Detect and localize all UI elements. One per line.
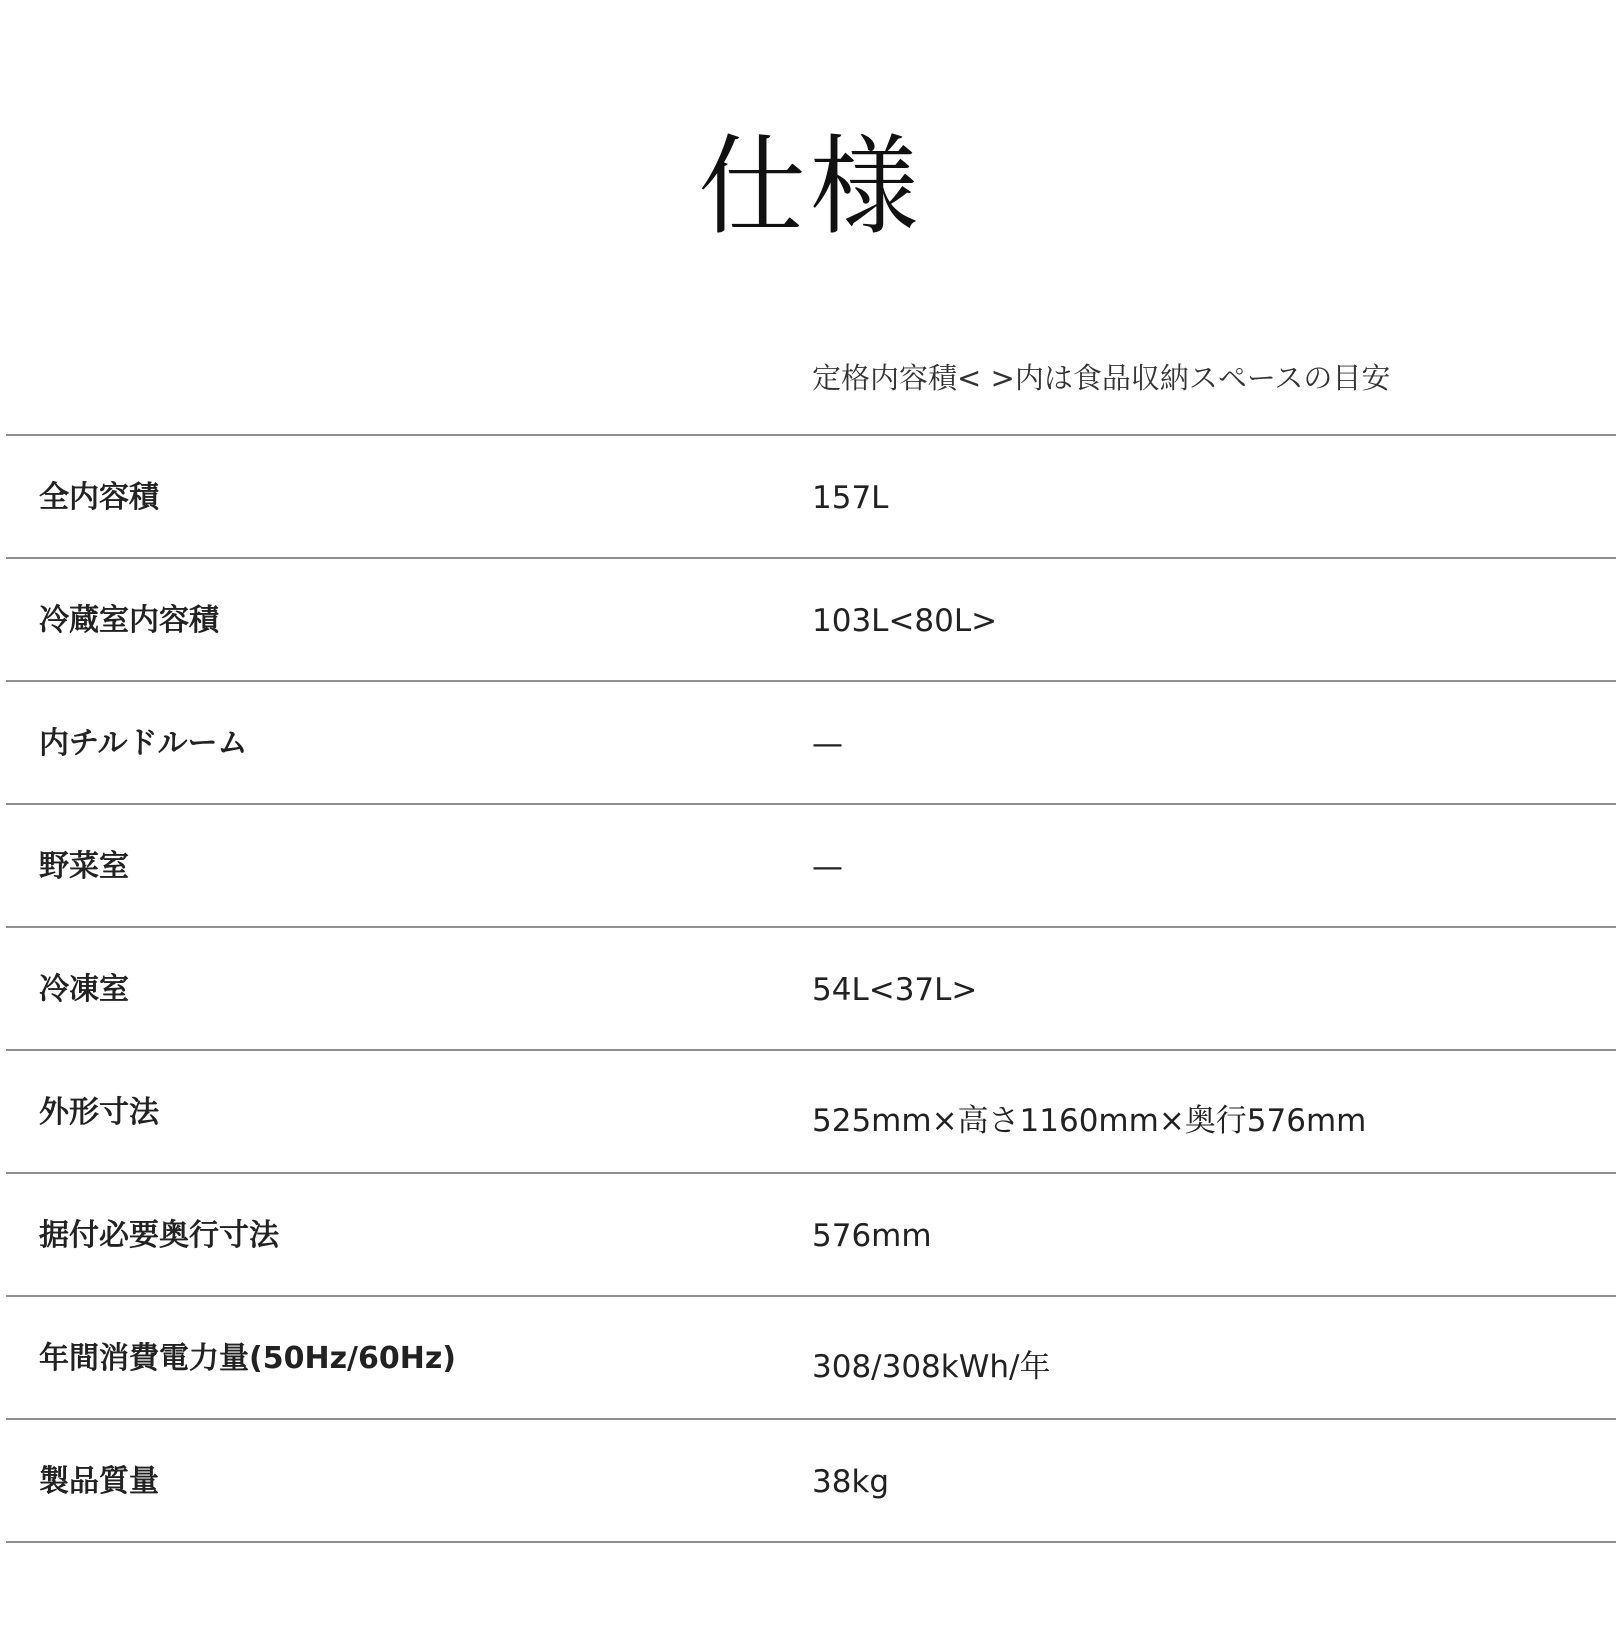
- spec-value: 54L<37L>: [812, 972, 978, 1008]
- capacity-note: 定格内容積< >内は食品収納スペースの目安: [812, 361, 1391, 395]
- spec-label: 内チルドルーム: [39, 726, 248, 761]
- spec-row-freezer: [6, 928, 1616, 1051]
- spec-row-vegetable-room: [6, 805, 1616, 928]
- spec-row-annual-power: [6, 1297, 1616, 1420]
- spec-row-chilled-room: [6, 682, 1616, 805]
- spec-row-total-capacity: [6, 436, 1616, 559]
- spec-label: 野菜室: [39, 849, 129, 884]
- spec-value: —: [812, 726, 843, 762]
- spec-label: 全内容積: [39, 480, 159, 515]
- spec-value: 576mm: [812, 1218, 932, 1254]
- spec-row-refrigerator-capacity: [6, 559, 1616, 682]
- spec-table: [6, 434, 1616, 1543]
- spec-row-install-depth: [6, 1174, 1616, 1297]
- spec-label: 年間消費電力量(50Hz/60Hz): [39, 1341, 457, 1376]
- spec-value: 157L: [812, 480, 889, 516]
- spec-label: 外形寸法: [39, 1095, 159, 1130]
- spec-value: 308/308kWh/年: [812, 1349, 1051, 1385]
- spec-row-dimensions: [6, 1051, 1616, 1174]
- spec-label: 据付必要奥行寸法: [39, 1218, 279, 1253]
- spec-label: 製品質量: [39, 1464, 159, 1499]
- spec-row-product-weight: [6, 1420, 1616, 1543]
- spec-value: 525mm×高さ1160mm×奥行576mm: [812, 1103, 1367, 1139]
- spec-value: 103L<80L>: [812, 603, 998, 639]
- spec-value: 38kg: [812, 1464, 890, 1500]
- spec-value: —: [812, 849, 843, 885]
- spec-label: 冷蔵室内容積: [39, 603, 219, 638]
- page-title: 仕様: [697, 125, 922, 251]
- spec-label: 冷凍室: [39, 972, 129, 1007]
